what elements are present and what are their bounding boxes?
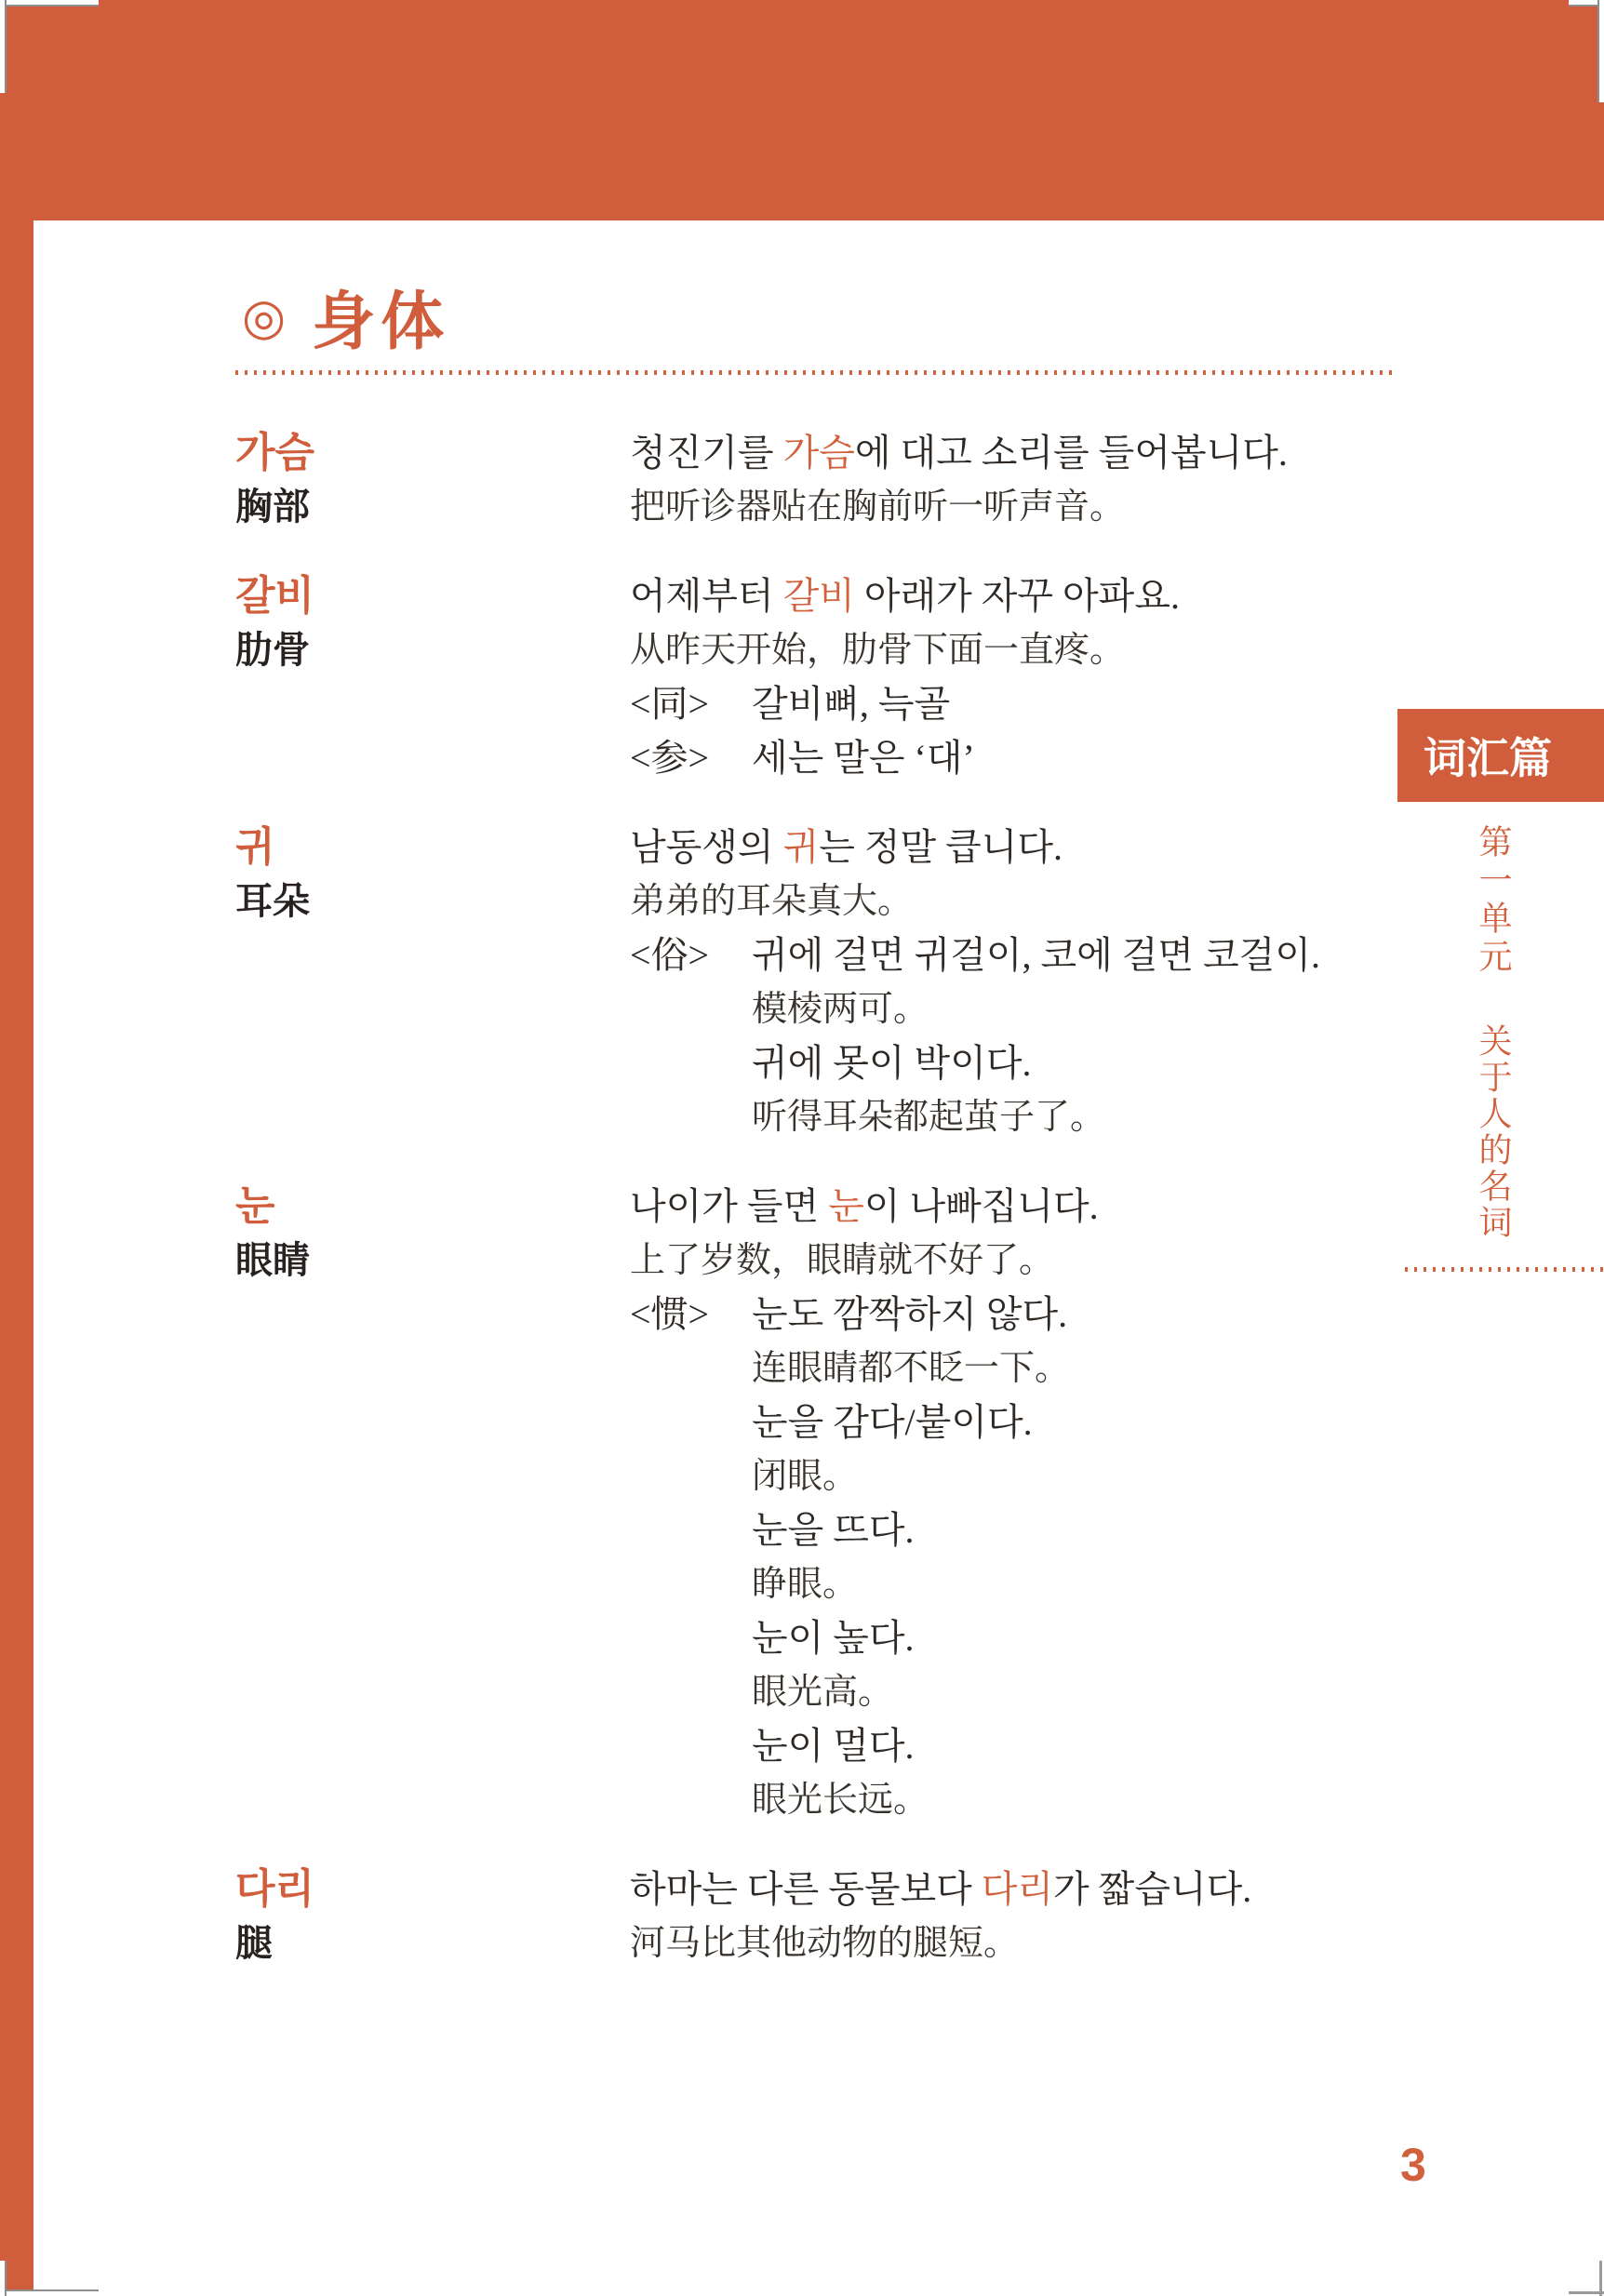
example-korean-line	[630, 731, 1403, 785]
example-lines	[630, 426, 1403, 534]
text-segment: 眼光长远。	[752, 1781, 929, 1820]
example-korean-line	[630, 821, 1403, 874]
text-segment: 갈비뼈, 늑골	[752, 683, 951, 725]
text-segment: 눈을 뜨다.	[752, 1509, 915, 1551]
usage-marker: <参>	[630, 737, 710, 779]
text-segment: 눈이 높다.	[752, 1617, 915, 1659]
usage-marker: <同>	[630, 683, 710, 725]
text-segment: 听得耳朵都起茧子了。	[752, 1098, 1106, 1137]
section-title: 身体	[312, 287, 450, 357]
unit-number-vertical-label: 第一单元	[1475, 824, 1513, 977]
text-segment: 把听诊器贴在胸前听一听声音。	[630, 487, 1126, 527]
headword-korean: 다리	[235, 1866, 315, 1912]
vocab-entries-list	[235, 426, 1403, 2006]
example-korean-line	[630, 928, 1403, 982]
headword-korean: 귀	[235, 824, 275, 870]
headword-korean: 눈	[235, 1183, 275, 1229]
headword-chinese: 胸部	[235, 487, 310, 527]
example-chinese-line	[630, 982, 1403, 1036]
example-chinese-line	[630, 874, 1403, 928]
headword-cell	[235, 569, 630, 785]
example-chinese-line	[630, 1557, 1403, 1611]
text-segment: 눈도 깜짝하지 않다.	[752, 1293, 1068, 1335]
text-segment: 闭眼。	[752, 1457, 859, 1496]
headword-cell	[235, 821, 630, 1144]
example-chinese-line	[630, 480, 1403, 534]
text-segment: 나이가 들면	[630, 1185, 829, 1227]
chapter-tab-label: 词汇篇	[1424, 734, 1552, 782]
text-segment: 하마는 다른 동물보다	[630, 1868, 982, 1910]
headword-korean: 갈비	[235, 573, 315, 619]
example-korean-line	[630, 677, 1403, 731]
example-korean-line	[630, 1611, 1403, 1665]
example-korean-line	[630, 1180, 1403, 1234]
example-korean-line	[630, 1036, 1403, 1090]
sidebar-dotted-divider	[1405, 1267, 1604, 1272]
chapter-tab	[1397, 709, 1604, 802]
vocab-entry	[235, 426, 1403, 534]
headword-chinese: 耳朵	[235, 881, 310, 922]
crop-mark-top-left	[0, 0, 99, 7]
highlighted-headword: 다리	[981, 1868, 1054, 1910]
vocab-entry	[235, 569, 1403, 785]
example-chinese-line	[630, 1090, 1403, 1144]
example-korean-line	[630, 1503, 1403, 1557]
headword-korean: 가슴	[235, 430, 315, 475]
example-chinese-line	[630, 1449, 1403, 1503]
page-number: 3	[1400, 2139, 1426, 2191]
text-segment: 가 짧습니다.	[1053, 1868, 1252, 1910]
text-segment: 上了岁数，眼睛就不好了。	[630, 1241, 1055, 1280]
text-segment: 이 나빠집니다.	[863, 1185, 1099, 1227]
headword-cell	[235, 1180, 630, 1827]
example-korean-line	[630, 1862, 1403, 1916]
example-chinese-line	[630, 1916, 1403, 1970]
example-chinese-line	[630, 1773, 1403, 1827]
left-edge-band	[0, 220, 33, 2296]
text-segment: 睁眼。	[752, 1565, 859, 1604]
text-segment: 세는 말은 ‘대’	[752, 737, 975, 779]
text-segment: 弟弟的耳朵真大。	[630, 882, 914, 921]
highlighted-headword: 갈비	[782, 575, 855, 617]
text-segment: 从昨天开始，肋骨下面一直疼。	[630, 631, 1126, 670]
example-korean-line	[630, 1719, 1403, 1773]
text-segment: 남동생의	[630, 826, 783, 868]
text-segment: 眼光高。	[752, 1673, 894, 1712]
highlighted-headword: 눈	[828, 1185, 864, 1227]
headword-cell	[235, 1862, 630, 1970]
text-segment: 눈이 멀다.	[752, 1725, 915, 1767]
headword-chinese: 腿	[235, 1923, 273, 1964]
title-dotted-divider	[235, 370, 1395, 375]
text-segment: 눈을 감다/붙이다.	[752, 1401, 1033, 1443]
example-korean-line	[630, 426, 1403, 480]
example-lines	[630, 569, 1403, 785]
example-korean-line	[630, 1288, 1403, 1342]
crop-mark-bottom-left	[0, 2261, 7, 2296]
example-lines	[630, 1862, 1403, 1970]
crop-mark-top-left	[0, 0, 7, 93]
vocab-entry	[235, 1180, 1403, 1827]
crop-mark-bottom-right	[1599, 2261, 1602, 2296]
example-korean-line	[630, 1395, 1403, 1449]
text-segment: 아래가 자꾸 아파요.	[854, 575, 1180, 617]
text-segment: 连眼睛都不眨一下。	[752, 1349, 1071, 1388]
example-chinese-line	[630, 1234, 1403, 1288]
double-circle-bullet-icon: ◎	[242, 288, 287, 345]
headword-cell	[235, 426, 630, 534]
text-segment: 청진기를	[630, 432, 783, 474]
text-segment: 귀에 걸면 귀걸이, 코에 걸면 코걸이.	[752, 934, 1320, 976]
text-segment: 河马比其他动物的腿短。	[630, 1924, 1020, 1963]
top-band	[0, 0, 1604, 220]
text-segment: 에 대고 소리를 들어봅니다.	[854, 432, 1288, 474]
example-chinese-line	[630, 1342, 1403, 1395]
example-chinese-line	[630, 1665, 1403, 1719]
unit-topic-vertical-label: 关于人的名词	[1475, 1023, 1513, 1241]
text-segment: 어제부터	[630, 575, 783, 617]
vocab-entry	[235, 1862, 1403, 1970]
usage-marker: <惯>	[630, 1293, 710, 1335]
example-lines	[630, 1180, 1403, 1827]
headword-chinese: 眼睛	[235, 1240, 310, 1281]
highlighted-headword: 가슴	[782, 432, 855, 474]
crop-mark-bottom-left	[0, 2289, 99, 2296]
usage-marker: <俗>	[630, 934, 710, 976]
headword-chinese: 肋骨	[235, 630, 310, 671]
example-lines	[630, 821, 1403, 1144]
example-korean-line	[630, 569, 1403, 623]
text-segment: 귀에 못이 박이다.	[752, 1042, 1032, 1084]
text-segment: 는 정말 큽니다.	[819, 826, 1063, 868]
text-segment: 模棱两可。	[752, 990, 929, 1029]
section-header	[242, 272, 449, 362]
vocab-entry	[235, 821, 1403, 1144]
example-chinese-line	[630, 623, 1403, 677]
crop-mark-top-right	[1597, 0, 1604, 102]
highlighted-headword: 귀	[782, 826, 820, 868]
